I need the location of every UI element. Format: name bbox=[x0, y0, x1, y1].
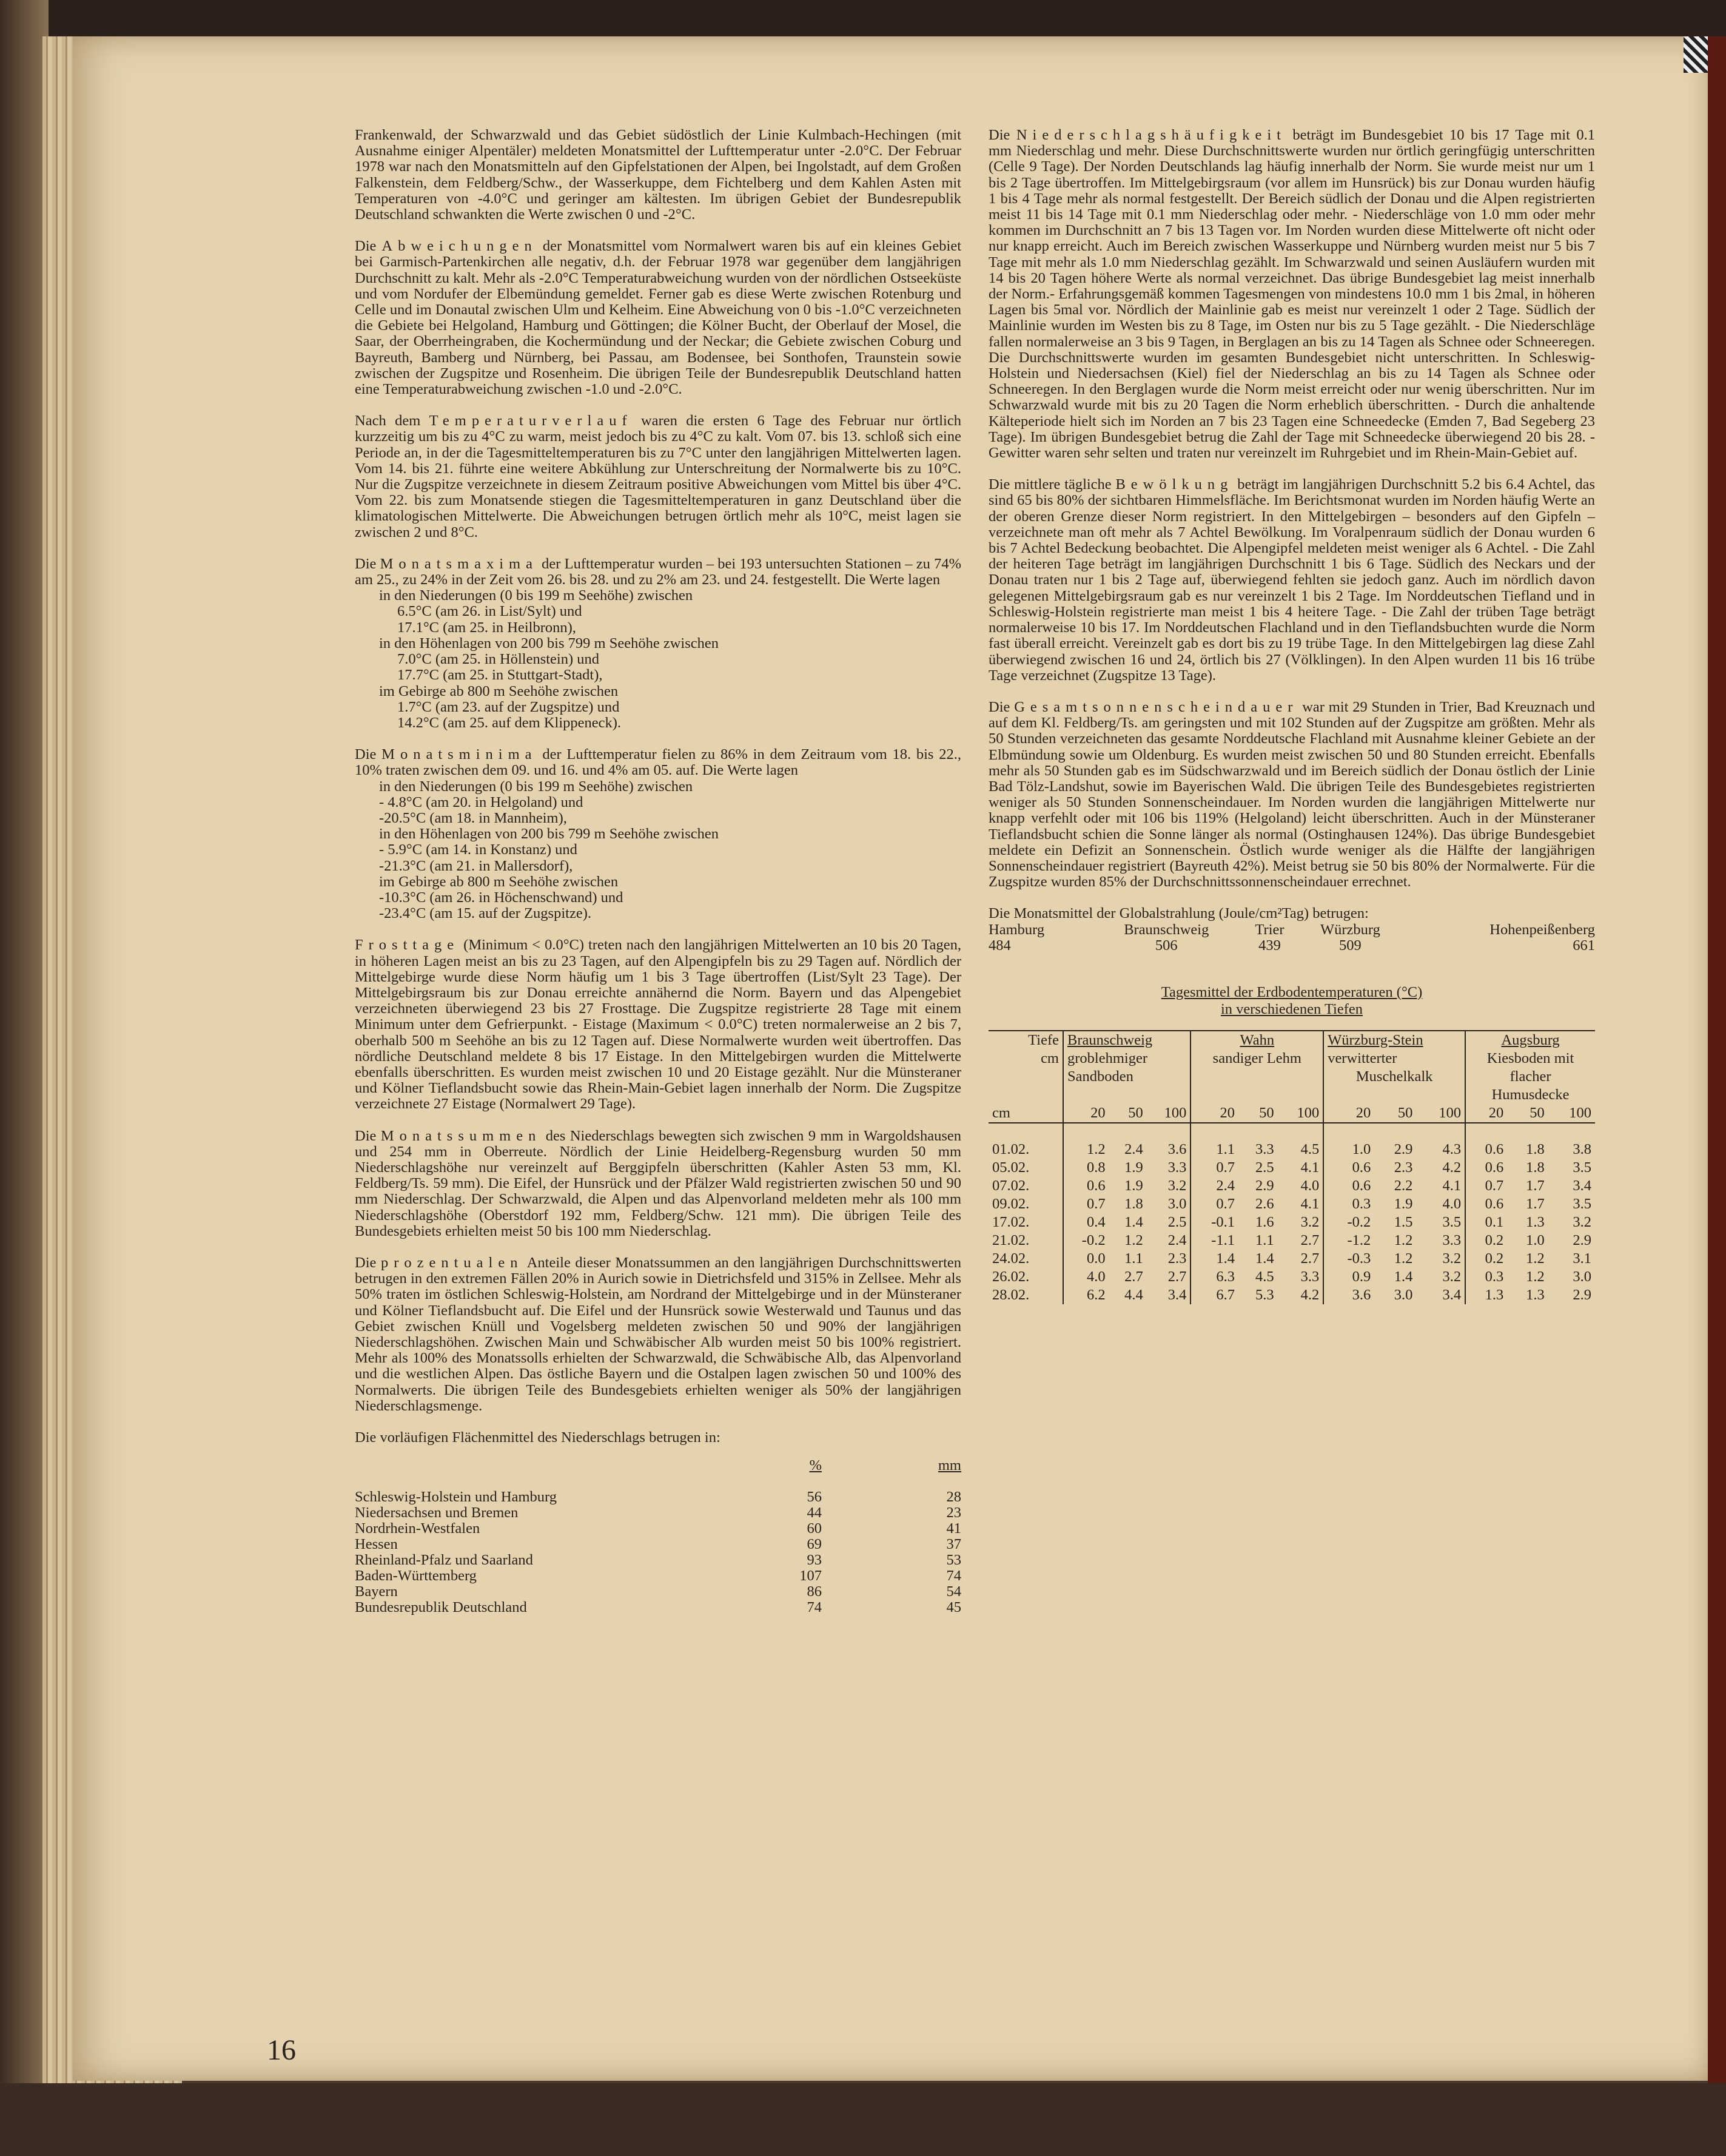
soil-value: 3.2 bbox=[1300, 1213, 1320, 1230]
value-line: - 5.9°C (am 14. in Konstanz) und bbox=[379, 841, 577, 858]
soil-value: 0.9 bbox=[1323, 1268, 1374, 1286]
value-line: 14.2°C (am 25. auf dem Klippeneck). bbox=[397, 714, 622, 731]
area-row bbox=[355, 1537, 961, 1552]
soil-value: 4.1 bbox=[1300, 1159, 1320, 1176]
soil-row bbox=[989, 1159, 1595, 1177]
soil-value: 0.7 bbox=[1190, 1195, 1238, 1213]
soil-value: -1.1 bbox=[1190, 1231, 1238, 1250]
soil-value: 3.3 bbox=[1255, 1140, 1274, 1157]
soil-value: 2.5 bbox=[1167, 1213, 1187, 1230]
area-name: Nordrhein-Westfalen bbox=[355, 1520, 480, 1537]
value-line: in den Höhenlagen von 200 bis 799 m Seehöhe zwischen bbox=[379, 635, 719, 652]
depth-label: 50 bbox=[1507, 1104, 1548, 1123]
soil-date: 17.02. bbox=[992, 1213, 1030, 1230]
area-row bbox=[355, 1584, 961, 1600]
area-pct: 74 bbox=[807, 1599, 822, 1616]
soil-value: 3.5 bbox=[1573, 1195, 1591, 1212]
soil-date: 24.02. bbox=[992, 1250, 1030, 1267]
soil-value: 0.7 bbox=[1190, 1159, 1238, 1177]
soil-value: -0.3 bbox=[1323, 1250, 1374, 1268]
soil-value: 4.0 bbox=[1063, 1268, 1109, 1286]
soil-value: 2.9 bbox=[1573, 1231, 1591, 1248]
depth-label: 100 bbox=[1147, 1104, 1191, 1123]
soil-value: 3.3 bbox=[1442, 1231, 1462, 1248]
soil-value: 4.2 bbox=[1442, 1159, 1462, 1176]
pct-header: % bbox=[809, 1457, 822, 1474]
soil-value: 4.1 bbox=[1300, 1195, 1320, 1212]
soil-value: 0.6 bbox=[1465, 1195, 1507, 1213]
soil-value: 3.0 bbox=[1167, 1195, 1187, 1212]
paragraph-sonnenscheindauer bbox=[989, 699, 1595, 890]
paragraph-text: Die bbox=[355, 1127, 381, 1144]
soil-value: 2.4 bbox=[1190, 1177, 1238, 1195]
soil-row bbox=[989, 1286, 1595, 1304]
soil-value: 1.7 bbox=[1526, 1195, 1545, 1212]
area-name: Rheinland-Pfalz und Saarland bbox=[355, 1552, 533, 1569]
depth-label: 20 bbox=[1063, 1104, 1109, 1123]
spaced-term: Frosttage bbox=[355, 937, 460, 954]
soil-value: 2.9 bbox=[1394, 1140, 1413, 1157]
paragraph-text: der Lufttemperatur wurden – bei 193 untersuchten Stationen – zu 74% am 25., zu 24% in der Zeit vom 26. bis 28. und zu 2% am 23. und 24. festgestellt. Die Werte lagen bbox=[355, 555, 961, 588]
paragraph-text: Die bbox=[989, 127, 1016, 143]
paragraph-text: (Minimum < 0.0°C) treten nach den langjährigen Mittelwerten an 10 bis 20 Tagen, in höheren Lagen meist an bis zu 23 Tagen, auf den Alpengipfeln bis zu 29 Tagen auf. Nördlich der Mittelgebirge wurde diese Norm häufig um 1 bis 3 Tage übertroffen (List/Sylt 23 Tage). Der Mittelgebirgsraum bis zur Donau erreichte annähernd die Norm. Bayern und das Alpengebiet verzeichneten überwiegend 23 bis 27 Frosttage. Die Zugspitze registrierte 28 Tage mit einem Minimum unter dem Gefrierpunkt. - Eistage (Maximum < 0.0°C) treten normalerweise an 2 bis 7, oberhalb 500 m Seehöhe an bis zu 12 Tagen auf. Diese Normalwerte wurden weit übertroffen. Das nördliche Deutschland meldete 8 bis 17 Eistage. In den Mittelgebirgen wurden die Mittelwerte ebenfalls überschritten. Es wurden meist zwischen 10 und 20 Eistage gezählt. Nur die Münsteraner und Kölner Tieflandsbucht sowie das Rhein-Main-Gebiet lagen innerhalb der Norm. Die Zugspitze verzeichnete 27 Eistage (Normalwert 29 Tage). bbox=[355, 937, 961, 1113]
soil-value: 0.7 bbox=[1063, 1195, 1109, 1213]
area-pct: 93 bbox=[807, 1552, 822, 1569]
value-line: in den Niederungen (0 bis 199 m Seehöhe) zwischen bbox=[379, 587, 693, 604]
soil-value: 0.3 bbox=[1323, 1195, 1374, 1213]
soil-value: 4.4 bbox=[1124, 1286, 1143, 1303]
soil-value: 2.9 bbox=[1255, 1177, 1274, 1194]
soil-title-line-1: Tagesmittel der Erdbodentemperaturen (°C) bbox=[1161, 983, 1423, 1000]
soil-value: 0.6 bbox=[1323, 1177, 1374, 1195]
soil-value: 1.3 bbox=[1465, 1286, 1507, 1304]
soil-value: -0.1 bbox=[1190, 1213, 1238, 1231]
depth-label: 50 bbox=[1374, 1104, 1416, 1123]
soil-value: 2.7 bbox=[1124, 1268, 1143, 1285]
area-mm: 53 bbox=[946, 1552, 961, 1569]
glob-value: 439 bbox=[1258, 937, 1281, 954]
soil-title-line-2: in verschiedenen Tiefen bbox=[1220, 1000, 1363, 1017]
area-row bbox=[355, 1505, 961, 1521]
soil-value: 3.5 bbox=[1573, 1159, 1591, 1176]
soil-value: 3.2 bbox=[1167, 1177, 1187, 1194]
soil-value: 4.0 bbox=[1442, 1195, 1462, 1212]
soil-value: 1.3 bbox=[1526, 1286, 1545, 1303]
paragraph-text: Anteile dieser Monatssummen an den langjährigen Durchschnittswerten betrugen in den extremen Fällen 20% in Aurich sowie in Dietrichsfeld und 315% in Zellsee. Mehr als 50% traten im östlichen Schleswig-Holstein, am Nordrand der Mittelgebirge und in der Münsteraner und Kölner Tieflandsbucht auf. Die Eifel und der Hunsrück sowie Westerwald und Taunus und das Gebiet zwischen Knüll und Vogelsberg meldeten zwischen 50 und 90% der langjährigen Niederschlagshöhen. Zwischen Main und Schwäbischer Alb wurden meist 50 bis 100% registriert. Mehr als 100% des Monatssolls erhielten der Schwarzwald, die Schwäbische Alb, das Alpenvorland und die westlichen Alpen. Das östliche Bayern und die Ostalpen lagen zwischen 50 und 100% des Normalwerts. Die übrigen Teile des Bundesgebiets erhielten weniger als 50% der langjährigen Niederschlagsmenge. bbox=[355, 1255, 961, 1414]
paragraph-temperature-intro: Frankenwald, der Schwarzwald und das Gebiet südöstlich der Linie Kulmbach-Hechingen (mit Ausnahme einiger Alpentäler) meldeten Monatsmittel der Lufttemperatur unter -2.0°C. Der Februar 1978 war nach den Monatsmitteln auf den Gipfelstationen der Alpen, bei Ingolstadt, auf dem Großen Falkenstein, dem Feldberg/Schw., der Wasserkuppe, dem Fichtelberg und dem Kahlen Asten mit Temperaturen von -4.0°C und geringer am kältesten. Im übrigen Gebiet der Bundesrepublik Deutschland schwankten die Werte zwischen 0 und -2°C. bbox=[355, 127, 961, 223]
globalstrahlung-table bbox=[989, 922, 1595, 954]
paragraph-bewoelkung bbox=[989, 477, 1595, 684]
soil-value: 3.2 bbox=[1442, 1268, 1462, 1285]
area-mm: 54 bbox=[946, 1583, 961, 1600]
depth-label: 100 bbox=[1548, 1104, 1595, 1123]
soil-value: 6.2 bbox=[1063, 1286, 1109, 1304]
glob-station: Trier bbox=[1255, 921, 1284, 938]
soil-value: 3.0 bbox=[1394, 1286, 1413, 1303]
soil-date: 26.02. bbox=[992, 1268, 1030, 1285]
soil-table-title bbox=[989, 984, 1595, 1018]
area-pct: 60 bbox=[807, 1520, 822, 1537]
soil-value: 3.6 bbox=[1167, 1140, 1187, 1157]
page-number: 16 bbox=[267, 2034, 296, 2066]
globalstrahlung-stations bbox=[989, 922, 1595, 938]
station-wahn: Wahn bbox=[1190, 1031, 1323, 1049]
paragraph-text: waren die ersten 6 Tage des Februar nur örtlich kurzzeitig um bis zu 4°C zu warm, meist jedoch bis zu 4°C zu kalt. Vom 07. bis 13. schloß sich eine Periode an, in der die Tagesmitteltemperaturen bis zu 7°C unter den langjährigen Mittelwerten lagen. Vom 14. bis 21. führte eine weitere Abkühlung zur Unterschreitung der Normalwerte bis zu 10°C. Nur die Zugspitze verzeichnete in diesem Zeitraum positive Abweichungen vom Mittel bis über 4°C. Vom 22. bis zum Monatsende stiegen die Tagesmitteltemperaturen in ganz Deutschland über die klimatologischen Mittelwerte. Die Abweichungen betrugen örtlich mehr als 10°C, meist lagen sie zwischen 2 und 8°C. bbox=[355, 413, 961, 541]
soil-value: 3.1 bbox=[1573, 1250, 1591, 1267]
area-row bbox=[355, 1600, 961, 1615]
soil-value: 0.6 bbox=[1323, 1159, 1374, 1177]
soil-date: 09.02. bbox=[992, 1195, 1030, 1212]
soil-value: 4.2 bbox=[1300, 1286, 1320, 1303]
soil-value: 0.4 bbox=[1063, 1213, 1109, 1231]
soil-value: 3.0 bbox=[1573, 1268, 1591, 1285]
paragraph-text: Die mittlere tägliche bbox=[989, 476, 1116, 493]
soil-value: 4.5 bbox=[1300, 1140, 1320, 1157]
station-wuerzburg: Würzburg-Stein bbox=[1323, 1031, 1465, 1049]
area-mm: 45 bbox=[946, 1599, 961, 1616]
soil-type: Humusdecke bbox=[1465, 1086, 1595, 1104]
soil-value: 2.2 bbox=[1394, 1177, 1413, 1194]
paragraph-prozentualen bbox=[355, 1255, 961, 1414]
glob-value: 509 bbox=[1339, 937, 1362, 954]
soil-value: 1.5 bbox=[1394, 1213, 1413, 1230]
soil-value: 1.7 bbox=[1526, 1177, 1545, 1194]
glob-station: Hamburg bbox=[989, 921, 1045, 938]
book-spine-edge bbox=[0, 0, 49, 2156]
soil-value: 1.2 bbox=[1063, 1140, 1109, 1159]
soil-row bbox=[989, 1213, 1595, 1231]
soil-value: 0.6 bbox=[1465, 1140, 1507, 1159]
area-mm: 23 bbox=[946, 1504, 961, 1521]
soil-value: 0.0 bbox=[1063, 1250, 1109, 1268]
spaced-term: Temperaturverlauf bbox=[429, 413, 633, 430]
soil-value: 4.1 bbox=[1442, 1177, 1462, 1194]
depth-label: 20 bbox=[1323, 1104, 1374, 1123]
paragraph-text: Die bbox=[355, 746, 382, 763]
soil-value: 1.2 bbox=[1526, 1250, 1545, 1267]
depth-label: 100 bbox=[1278, 1104, 1324, 1123]
paragraph-temperaturverlauf bbox=[355, 413, 961, 541]
paragraph-text: Die bbox=[355, 1255, 381, 1271]
mm-header: mm bbox=[938, 1457, 961, 1474]
globalstrahlung-values bbox=[989, 938, 1595, 954]
soil-value: 0.7 bbox=[1465, 1177, 1507, 1195]
soil-value: 2.7 bbox=[1300, 1250, 1320, 1267]
area-name: Bayern bbox=[355, 1583, 398, 1600]
area-pct: 56 bbox=[807, 1489, 822, 1506]
glob-station: Würzburg bbox=[1320, 921, 1380, 938]
soil-temperature-table bbox=[989, 1030, 1595, 1304]
area-name: Niedersachsen und Bremen bbox=[355, 1504, 519, 1521]
soil-value: 2.7 bbox=[1167, 1268, 1187, 1285]
spaced-term: Abweichungen bbox=[381, 238, 537, 255]
soil-row bbox=[989, 1177, 1595, 1195]
soil-value: 1.9 bbox=[1124, 1159, 1143, 1176]
soil-date: 07.02. bbox=[992, 1177, 1030, 1194]
paragraph-text: beträgt im langjährigen Durchschnitt 5.2 bis 6.4 Achtel, das sind 65 bis 80% der sichtbaren Himmelsfläche. Im Berichtsmonat wurden im Norden häufig Werte an der oberen Grenze dieser Norm registriert. In den Mittelgebirgen – besonders auf den Gipfeln – verzeichnete man oft mehr als 7 Achtel Bewölkung. Im Voralpenraum südlich der Donau wurden 6 bis 7 Achtel Bedeckung beobachtet. Die Alpengipfel meldeten meist weniger als 6 Achtel. - Die Zahl der heiteren Tage beträgt im langjährigen Durchschnitt 1 bis 6 Tage. Südlich des Neckars und der Donau traten nur 1 bis 2 Tage auf, überwiegend fehlten sie jedoch ganz. Auch im nördlich davon gelegenen Mittelgebirgsraum gab es nur vereinzelt 1 bis 2 Tage. Im Norddeutschen Tiefland und in Schleswig-Holstein registrierte man meist 1 bis 4 heitere Tage. - Die Zahl der trüben Tage beträgt normalerweise 10 bis 17. Im Norddeutschen Flachland und in den Tieflandsbuchten wurde die Norm fast überall erreicht. Vereinzelt gab es dort bis zu 19 trübe Tage. In den Mittelgebirgen lag diese Zahl überwiegend zwischen 16 und 24, örtlich bis 27 (Völklingen). In den Alpen wurden 11 bis 16 trübe Tage verzeichnet (Zugspitze 13 Tage). bbox=[989, 476, 1595, 684]
spaced-term: Bewölkung bbox=[1115, 476, 1234, 493]
soil-value: 1.9 bbox=[1124, 1177, 1143, 1194]
spaced-term: Monatssummen bbox=[380, 1127, 542, 1144]
soil-value: 3.4 bbox=[1167, 1286, 1187, 1303]
soil-value: 2.6 bbox=[1255, 1195, 1274, 1212]
soil-value: 0.6 bbox=[1063, 1177, 1109, 1195]
spaced-term: Niederschlagshäufigkeit bbox=[1016, 127, 1286, 143]
area-mm: 28 bbox=[946, 1489, 961, 1506]
minima-list bbox=[355, 779, 961, 922]
area-row bbox=[355, 1552, 961, 1568]
area-pct: 69 bbox=[807, 1536, 822, 1553]
glob-station: Braunschweig bbox=[1124, 921, 1209, 938]
value-line: in den Niederungen (0 bis 199 m Seehöhe) zwischen bbox=[379, 778, 693, 795]
value-line: 17.1°C (am 25. in Heilbronn), bbox=[397, 619, 576, 636]
soil-value: 1.8 bbox=[1124, 1195, 1143, 1212]
soil-type: flacher bbox=[1465, 1068, 1595, 1086]
paragraph-text: der Monatsmittel vom Normalwert waren bis auf ein kleines Gebiet bei Garmisch-Partenkirchen alle negativ, d.h. der Februar 1978 war gegenüber dem langjährigen Durchschnitt zu kalt. Mehr als -2.0°C Temperaturabweichung wurden von der nördlichen Ostseeküste und vom Nordufer der Elbemündung gemeldet. Ferner gab es diese Werte zwischen Rotenburg und Celle und im Donautal zwischen Ulm und Kelheim. Eine Abweichung von 0 bis -1.0°C verzeichneten die Gebiete bei Helgoland, Hamburg und Göttingen; die Kölner Bucht, der Oberlauf der Mosel, die Saar, der Oberrheingraben, die Kochermündung und der Neckar; die Gebiete zwischen Coburg und Bayreuth, Bamberg und Nürnberg, bei Passau, am Bodensee, bei Sonthofen, Traunstein sowie zwischen der Zugspitze und Rosenheim. Die übrigen Teile der Bundesrepublik Deutschland hatten eine Temperaturabweichung zwischen -1.0 und -2.0°C. bbox=[355, 238, 962, 398]
area-precip-table bbox=[355, 1458, 961, 1615]
soil-value: 0.2 bbox=[1465, 1231, 1507, 1250]
soil-value: 3.8 bbox=[1573, 1140, 1591, 1157]
area-name: Baden-Württemberg bbox=[355, 1568, 477, 1585]
soil-type: sandiger Lehm bbox=[1190, 1049, 1323, 1068]
soil-value: 3.5 bbox=[1442, 1213, 1462, 1230]
soil-value: 1.3 bbox=[1526, 1213, 1545, 1230]
soil-value: 0.3 bbox=[1465, 1268, 1507, 1286]
value-line: -21.3°C (am 21. in Mallersdorf), bbox=[379, 857, 573, 874]
soil-value: 2.9 bbox=[1573, 1286, 1591, 1303]
paragraph-abweichungen: Die Abweichungen der Monatsmittel vom Normalwert waren bis auf ein kleines Gebiet bei Garmisch-Partenkirchen alle negativ, d.h. der Februar 1978 war gegenüber dem langjährigen Durchschnitt zu kalt. Mehr als -2.0°C Temperaturabweichung wurden von der nördlichen Ostseeküste und vom Nordufer der Elbemündung gemeldet. Ferner gab es diese Werte zwischen Rotenburg und Celle und im Donautal zwischen Ulm und Kelheim. Eine Abweichung von 0 bis -1.0°C verzeichneten die Gebiete bei Helgoland, Hamburg und Göttingen; die Kölner Bucht, der Oberlauf der Mosel, die Saar, der Oberrheingraben, die Kochermündung und der Neckar; die Gebiete zwischen Coburg und Bayreuth, Bamberg und Nürnberg, bei Passau, am Bodensee, bei Sonthofen, Traunstein sowie zwischen der Zugspitze und Rosenheim. Die übrigen Teile der Bundesrepublik Deutschland hatten eine Temperaturabweichung zwischen -1.0 und -2.0°C. bbox=[355, 238, 962, 398]
soil-value: 0.1 bbox=[1465, 1213, 1507, 1231]
soil-value: 3.2 bbox=[1573, 1213, 1591, 1230]
left-column bbox=[355, 127, 961, 1615]
value-line: im Gebirge ab 800 m Seehöhe zwischen bbox=[379, 873, 619, 890]
soil-value: 3.2 bbox=[1442, 1250, 1462, 1267]
paragraph-text: beträgt im Bundesgebiet 10 bis 17 Tage mit 0.1 mm Niederschlag und mehr. Diese Durchschnittswerte wurden nur örtlich geringfügig unterschritten (Celle 9 Tage). Der Norden Deutschlands lag häufig innerhalb der Norm. Sie wurde meist nur um 1 bis 2 Tage übertroffen. Im Mittelgebirgsraum (vor allem im Hunsrück) bis zur Donau wurden häufig 1 bis 4 Tage mehr als normal festgestellt. Der Bereich südlich der Donau und die Alpen registrierten meist 11 bis 14 Tage mit 0.1 mm Niederschlag oder mehr. - Niederschläge von 1.0 mm oder mehr kommen im Durchschnitt an 7 bis 13 Tagen vor. Im Norden wurden diese Mittelwerte oft nicht oder nur knapp erreicht. Auch im Bereich zwischen Wasserkuppe und Nürnberg wurden meist nur 5 bis 7 Tage mit mehr als 1.0 mm Niederschlag gezählt. Im Schwarzwald und seinen Ausläufern wurden mit 14 bis 20 Tagen höhere Werte als normal verzeichnet. Das übrige Bundesgebiet lag meist innerhalb der Norm.- Erfahrungsgemäß kommen Tagesmengen von mindestens 10.0 mm 1 bis 2mal, in höheren Lagen bis 5mal vor. Nördlich der Mainlinie gab es meist nur vereinzelt 1 oder 2 Tage. Südlich der Mainlinie wurden im Westen bis zu 8 Tage, im Osten nur bis zu 5 Tage gezählt. - Die Niederschläge fallen normalerweise an 3 bis 9 Tagen, in Berglagen an bis zu 14 Tagen als Schnee oder Schneeregen. Die Durchschnittswerte wurden im gesamten Bundesgebiet nicht unterschritten. In Schleswig-Holstein und Niedersachsen (Kiel) fiel der Niederschlag an bis zu 14 Tagen als Schnee oder Schneeregen. In den Berglagen wurde die Norm meist erreicht oder nur wenig überschritten. Nur im Schwarzwald wurde mit bis zu 20 Tagen die Norm erheblich überschritten. - Durch die anhaltende Kälteperiode hielt sich im Norden an 7 bis 23 Tagen eine Schneedecke (Emden 7, Bad Segeberg 23 Tage). Im übrigen Bundesgebiet betrug die Zahl der Tage mit Schneedecke überwiegend 20 bis 28. - Gewitter waren sehr selten und traten nur vereinzelt im Ruhrgebiet und im Rhein-Main-Gebiet auf. bbox=[989, 127, 1596, 462]
soil-value: 1.1 bbox=[1255, 1231, 1274, 1248]
area-mm: 74 bbox=[946, 1568, 961, 1585]
soil-type: groblehmiger bbox=[1063, 1049, 1190, 1068]
area-row bbox=[355, 1489, 961, 1505]
soil-value: 2.4 bbox=[1124, 1140, 1143, 1157]
soil-value: 1.8 bbox=[1526, 1159, 1545, 1176]
area-name: Hessen bbox=[355, 1536, 398, 1553]
glob-value: 661 bbox=[1573, 937, 1595, 954]
paragraph-monatsmaxima bbox=[355, 556, 961, 731]
spaced-term: prozentualen bbox=[380, 1255, 523, 1271]
soil-type: verwitterter bbox=[1323, 1049, 1465, 1068]
soil-value: -0.2 bbox=[1063, 1231, 1109, 1250]
value-line: -20.5°C (am 18. in Mannheim), bbox=[379, 809, 567, 826]
soil-row bbox=[989, 1195, 1595, 1213]
soil-value: 1.0 bbox=[1323, 1140, 1374, 1159]
value-line: im Gebirge ab 800 m Seehöhe zwischen bbox=[379, 682, 619, 699]
glob-value: 484 bbox=[989, 937, 1011, 954]
soil-depth-row bbox=[989, 1104, 1595, 1123]
soil-row bbox=[989, 1231, 1595, 1250]
soil-value: 2.4 bbox=[1167, 1231, 1187, 1248]
soil-value: 4.0 bbox=[1300, 1177, 1320, 1194]
soil-header-row-2 bbox=[989, 1049, 1595, 1068]
soil-value: 4.5 bbox=[1255, 1268, 1274, 1285]
value-line: 17.7°C (am 25. in Stuttgart-Stadt), bbox=[397, 667, 603, 684]
soil-value: 4.3 bbox=[1442, 1140, 1462, 1157]
corner-tab bbox=[1684, 36, 1708, 73]
book-top-edge bbox=[0, 0, 1726, 36]
soil-type: Sandboden bbox=[1063, 1068, 1190, 1086]
paragraph-flaechenmittel-intro: Die vorläufigen Flächenmittel des Niederschlags betrugen in: bbox=[355, 1429, 720, 1446]
depth-label: 50 bbox=[1109, 1104, 1147, 1123]
area-row bbox=[355, 1521, 961, 1537]
soil-value: 1.2 bbox=[1394, 1231, 1413, 1248]
soil-value: 1.0 bbox=[1526, 1231, 1545, 1248]
value-line: in den Höhenlagen von 200 bis 799 m Seehöhe zwischen bbox=[379, 826, 719, 843]
area-pct: 107 bbox=[799, 1568, 822, 1585]
depth-label: 20 bbox=[1190, 1104, 1238, 1123]
paragraph-text: des Niederschlags bewegten sich zwischen 9 mm in Wargoldshausen und 254 mm in Oberreute. Nördlich der Linie Heidelberg-Regensburg wurden 50 mm Niederschlagshöhe nur vereinzelt auf Berggipfeln überschritten (Kahler Asten 53 mm, Kl. Feldberg/Ts. 59 mm). Die Eifel, der Hunsrück und der Pfälzer Wald registrierten zwischen 50 und 90 mm Niederschlag. Der Schwarzwald, die Alpen und das Alpenvorland meldeten mehr als 100 mm Niederschlagshöhe (Oberstdorf 192 mm, Feldberg/Schw. 121 mm). Die übrigen Teile des Bundesgebiets erhielten meist 50 bis 100 mm Niederschlag. bbox=[355, 1127, 962, 1239]
soil-value: 0.8 bbox=[1063, 1159, 1109, 1177]
paragraph-frosttage bbox=[355, 937, 961, 1112]
soil-date: 21.02. bbox=[992, 1231, 1030, 1248]
paragraph-text: war mit 29 Stunden in Trier, Bad Kreuznach und auf dem Kl. Feldberg/Ts. am geringsten und mit 102 Stunden auf der Zugspitze am größten. Mehr als 50 Stunden verzeichneten das gesamte Norddeutsche Flachland mit Ausnahme kleiner Gebiete an der Elbmündung sowie um Oldenburg. Es wurden meist zwischen 50 und 80 Stunden erreicht. Ebenfalls mehr als 50 Stunden gab es im Südschwarzwald und im Bereich südlich der Donau östlich der Linie Bad Tölz-Landshut, sowie im Bayerischen Wald. Die übrigen Teile des Bundesgebietes registrierten weniger als 50 Stunden Sonnenscheindauer. Im Norden wurden die langjährigen Mittelwerte nur knapp verfehlt oder mit 106 bis 119% (Helgoland) leicht überschritten. Auch in der Münsteraner Tieflandsbucht schien die Sonne länger als normal (Ostinghausen 124%). Das übrige Bundesgebiet meldete ein Defizit an Sonnenschein. Östlich wurde weniger als die Hälfte der langjährigen Sonnenscheindauer registriert (Bayreuth 42%). Meist betrug sie 50 bis 80% der Normalwerte. Für die Zugspitze wurden 85% der Durchschnittssonnenscheindauer errechnet. bbox=[989, 698, 1596, 891]
paragraph-text: der Lufttemperatur fielen zu 86% in dem Zeitraum vom 18. bis 22., 10% traten zwischen dem 09. und 16. und 4% am 05. auf. Die Werte lagen bbox=[355, 746, 961, 779]
soil-value: 1.9 bbox=[1394, 1195, 1413, 1212]
soil-value: 0.6 bbox=[1465, 1159, 1507, 1177]
spaced-term: Monatsmaxima bbox=[380, 555, 538, 572]
station-braunschweig: Braunschweig bbox=[1063, 1031, 1190, 1049]
area-pct: 86 bbox=[807, 1583, 822, 1600]
spaced-term: Gesamtsonnenscheindauer bbox=[1014, 698, 1298, 715]
spaced-term: Monatsminima bbox=[381, 746, 537, 763]
book-bottom-edge bbox=[0, 2083, 1726, 2156]
value-line: -23.4°C (am 15. auf der Zugspitze). bbox=[379, 905, 591, 922]
tiefe-label: Tiefe bbox=[989, 1031, 1063, 1049]
soil-value: 1.6 bbox=[1255, 1213, 1274, 1230]
soil-value: 3.4 bbox=[1442, 1286, 1462, 1303]
soil-value: 0.2 bbox=[1465, 1250, 1507, 1268]
soil-header-row-1 bbox=[989, 1031, 1595, 1049]
soil-value: 2.3 bbox=[1394, 1159, 1413, 1176]
paragraph-niederschlagshaeufigkeit bbox=[989, 127, 1595, 461]
value-line: -10.3°C (am 26. in Höchenschwand) und bbox=[379, 889, 623, 906]
area-name: Bundesrepublik Deutschland bbox=[355, 1599, 527, 1616]
area-mm: 41 bbox=[946, 1520, 961, 1537]
soil-row bbox=[989, 1268, 1595, 1286]
value-line: - 4.8°C (am 20. in Helgoland) und bbox=[379, 793, 583, 810]
value-line: 7.0°C (am 25. in Höllenstein) und bbox=[397, 651, 600, 668]
globalstrahlung-intro: Die Monatsmittel der Globalstrahlung (Joule/cm²Tag) betrugen: bbox=[989, 905, 1369, 922]
soil-date: 05.02. bbox=[992, 1159, 1030, 1176]
soil-value: 2.3 bbox=[1167, 1250, 1187, 1267]
soil-value: 1.4 bbox=[1394, 1268, 1413, 1285]
soil-value: 1.1 bbox=[1190, 1140, 1238, 1159]
soil-value: 1.1 bbox=[1124, 1250, 1143, 1267]
soil-value: 6.3 bbox=[1190, 1268, 1238, 1286]
soil-value: 2.7 bbox=[1300, 1231, 1320, 1248]
paragraph-text: Die bbox=[989, 698, 1015, 715]
soil-date: 01.02. bbox=[992, 1140, 1030, 1157]
soil-value: 1.2 bbox=[1526, 1268, 1545, 1285]
soil-type: Muschelkalk bbox=[1323, 1068, 1465, 1086]
book-right-edge bbox=[1708, 36, 1726, 2099]
area-table-header bbox=[355, 1458, 961, 1474]
paragraph-monatssummen bbox=[355, 1128, 961, 1239]
cm-label: cm bbox=[989, 1104, 1063, 1123]
soil-value: 6.7 bbox=[1190, 1286, 1238, 1304]
depth-label: 100 bbox=[1416, 1104, 1465, 1123]
paragraph-text: Nach dem bbox=[355, 413, 429, 430]
paragraph-monatsminima bbox=[355, 747, 961, 921]
soil-row bbox=[989, 1140, 1595, 1159]
soil-value: -0.2 bbox=[1323, 1213, 1374, 1231]
maxima-list bbox=[355, 588, 961, 731]
soil-value: 1.2 bbox=[1394, 1250, 1413, 1267]
station-augsburg: Augsburg bbox=[1465, 1031, 1595, 1049]
value-line: 6.5°C (am 26. in List/Sylt) und bbox=[397, 603, 582, 620]
soil-value: 5.3 bbox=[1255, 1286, 1274, 1303]
value-line: 1.7°C (am 23. auf der Zugspitze) und bbox=[397, 698, 620, 715]
area-pct: 44 bbox=[807, 1504, 822, 1521]
soil-value: 2.5 bbox=[1255, 1159, 1274, 1176]
glob-value: 506 bbox=[1155, 937, 1178, 954]
soil-date: 28.02. bbox=[992, 1286, 1030, 1303]
soil-value: 3.6 bbox=[1323, 1286, 1374, 1304]
glob-station: Hohenpeißenberg bbox=[1489, 921, 1595, 938]
area-mm: 37 bbox=[946, 1536, 961, 1553]
soil-value: 3.3 bbox=[1167, 1159, 1187, 1176]
soil-value: 1.2 bbox=[1124, 1231, 1143, 1248]
soil-value: -1.2 bbox=[1323, 1231, 1374, 1250]
soil-value: 1.8 bbox=[1526, 1140, 1545, 1157]
depth-label: 20 bbox=[1465, 1104, 1507, 1123]
soil-row bbox=[989, 1250, 1595, 1268]
soil-value: 1.4 bbox=[1255, 1250, 1274, 1267]
depth-label: 50 bbox=[1238, 1104, 1278, 1123]
right-column bbox=[989, 127, 1595, 1304]
soil-header-row-4 bbox=[989, 1086, 1595, 1104]
soil-value: 1.4 bbox=[1124, 1213, 1143, 1230]
area-name: Schleswig-Holstein und Hamburg bbox=[355, 1489, 557, 1506]
soil-value: 3.3 bbox=[1300, 1268, 1320, 1285]
paragraph-text: Die bbox=[355, 555, 380, 572]
soil-type: Kiesboden mit bbox=[1465, 1049, 1595, 1068]
area-row bbox=[355, 1568, 961, 1584]
soil-value: 1.4 bbox=[1190, 1250, 1238, 1268]
soil-header-row-3 bbox=[989, 1068, 1595, 1086]
cm-label: cm bbox=[1041, 1049, 1059, 1066]
soil-value: 3.4 bbox=[1573, 1177, 1591, 1194]
